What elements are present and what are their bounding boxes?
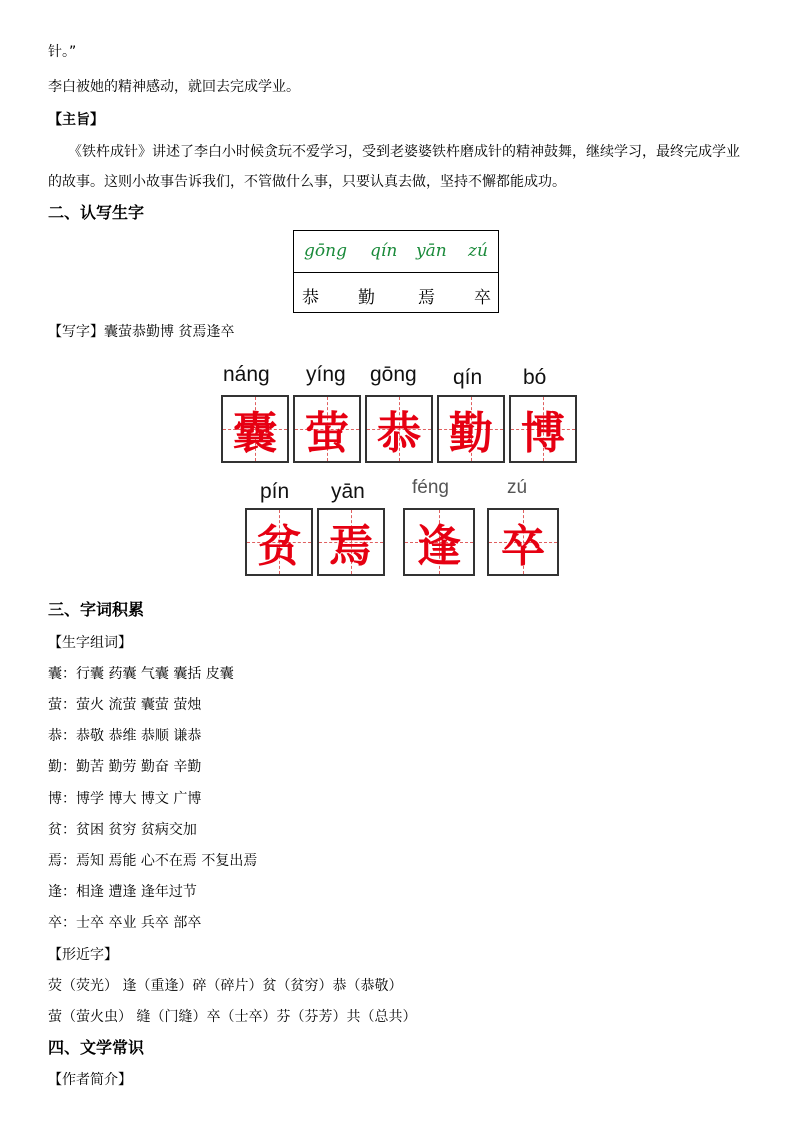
pinyin-cell: gōng: [304, 241, 347, 261]
grid-pinyin: yíng: [306, 363, 346, 386]
pinyin-cell: zú: [468, 241, 488, 261]
char-cell: 恭: [302, 288, 319, 308]
words-label: 【生字组词】: [48, 635, 132, 651]
char-cell: 焉: [418, 288, 435, 308]
grid-char: 恭: [377, 408, 421, 459]
pinyin-cell: yān: [416, 241, 447, 261]
similar-line: 萤（萤火虫） 缝（门缝）卒（士卒）芬（芬芳）共（总共）: [48, 1009, 417, 1025]
writing-box: [365, 395, 433, 463]
grid-char: 萤: [305, 408, 349, 459]
grid-char: 逢: [417, 521, 461, 572]
grid-pinyin: náng: [223, 363, 270, 386]
theme-label: 【主旨】: [48, 112, 104, 128]
writing-box: [245, 508, 313, 576]
pinyin-table: [293, 230, 499, 313]
writing-box: [437, 395, 505, 463]
grid-char: 贫: [257, 521, 301, 572]
similar-label: 【形近字】: [48, 947, 118, 963]
theme-paragraph-2: 的故事。这则小故事告诉我们，不管做什么事，只要认真去做，坚持不懈都能成功。: [48, 174, 566, 190]
grid-pinyin: yān: [331, 480, 365, 503]
intro-line-2: 李白被她的精神感动，就回去完成学业。: [48, 79, 300, 95]
char-cell: 卒: [474, 288, 491, 308]
writing-box: [487, 508, 559, 576]
grid-pinyin: qín: [453, 366, 483, 389]
grid-char: 囊: [233, 408, 277, 459]
grid-char: 焉: [329, 521, 373, 572]
pinyin-row: [294, 231, 498, 273]
writing-box: [317, 508, 385, 576]
writing-box: [403, 508, 475, 576]
word-group-line: 囊：行囊 药囊 气囊 囊括 皮囊: [48, 666, 234, 682]
char-row: [294, 273, 498, 313]
theme-paragraph-1: 《铁杵成针》讲述了李白小时候贪玩不爱学习，受到老婆婆铁杵磨成针的精神鼓舞，继续学习，最终完成学业: [68, 144, 740, 160]
word-group-line: 逢：相逢 遭逢 逢年过节: [48, 884, 197, 900]
section4-heading: 四、文学常识: [48, 1038, 145, 1057]
section3-heading: 三、字词积累: [48, 600, 145, 619]
writing-box: [293, 395, 361, 463]
word-group-line: 恭：恭敬 恭维 恭顺 谦恭: [48, 728, 202, 744]
section2-heading: 二、认写生字: [48, 203, 145, 222]
char-cell: 勤: [358, 288, 375, 308]
grid-pinyin: gōng: [370, 363, 417, 386]
grid-char: 勤: [449, 408, 493, 459]
grid-pinyin: zú: [507, 477, 528, 498]
word-group-line: 萤：萤火 流萤 囊萤 萤烛: [48, 697, 202, 713]
word-group-line: 卒：士卒 卒业 兵卒 部卒: [48, 915, 202, 931]
pinyin-cell: qín: [370, 241, 398, 261]
grid-pinyin: pín: [260, 480, 290, 503]
grid-char: 卒: [501, 521, 545, 572]
intro-line-1: 针。”: [48, 44, 77, 60]
writing-box: [221, 395, 289, 463]
author-label: 【作者简介】: [48, 1072, 132, 1088]
word-group-line: 贫：贫困 贫穷 贫病交加: [48, 822, 197, 838]
write-label: 【写字】囊萤恭勤博 贫焉逢卒: [48, 324, 235, 340]
word-group-line: 焉：焉知 焉能 心不在焉 不复出焉: [48, 853, 258, 869]
grid-pinyin: féng: [412, 477, 449, 498]
word-group-line: 博：博学 博大 博文 广博: [48, 791, 202, 807]
word-group-line: 勤：勤苦 勤劳 勤奋 辛勤: [48, 759, 202, 775]
writing-box: [509, 395, 577, 463]
grid-char: 博: [521, 408, 565, 459]
similar-line: 荧（荧光） 逢（重逢）碎（碎片）贫（贫穷）恭（恭敬）: [48, 978, 403, 994]
grid-pinyin: bó: [523, 366, 547, 389]
